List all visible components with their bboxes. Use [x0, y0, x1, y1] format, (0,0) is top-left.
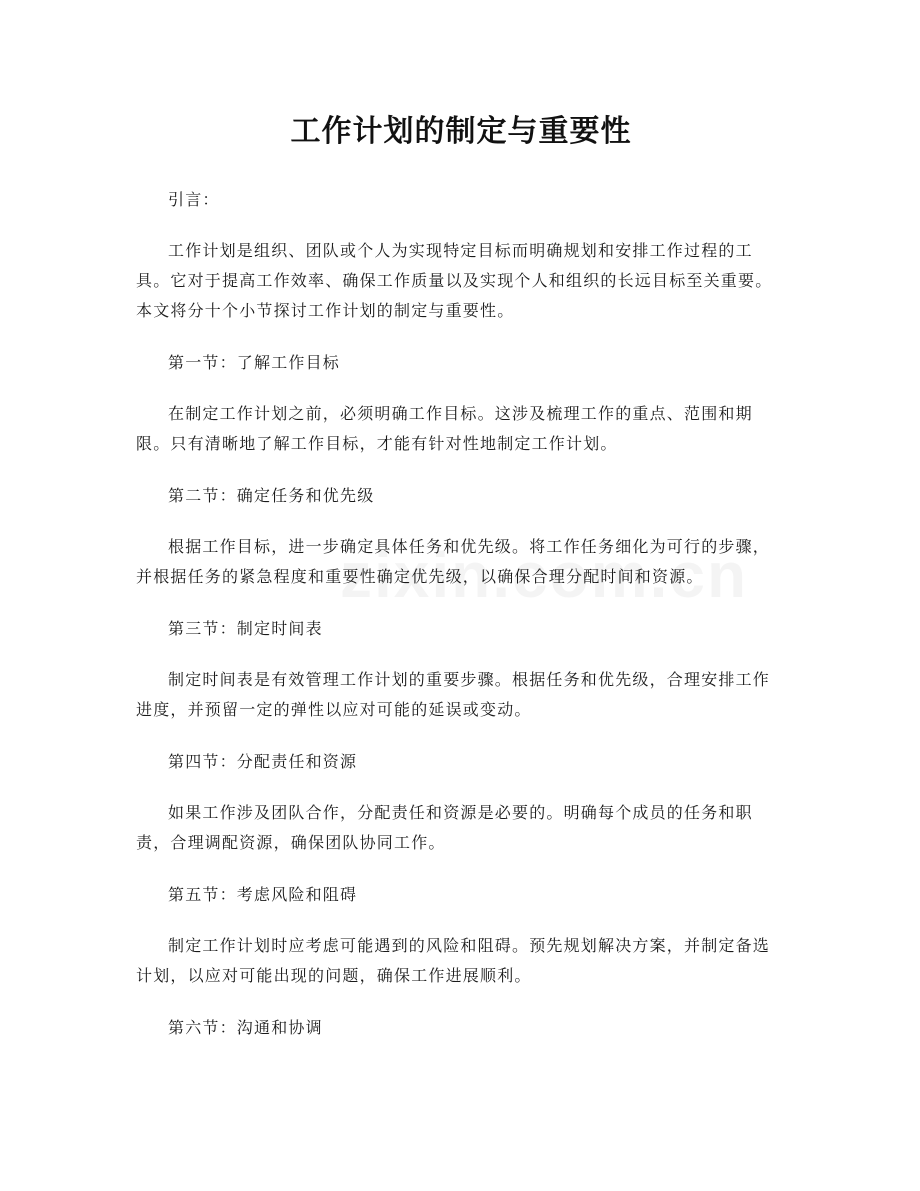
section-1-heading: 第一节：了解工作目标: [168, 353, 341, 372]
document-body: [136, 185, 786, 1043]
intro-label: 引言：: [168, 190, 220, 209]
intro-paragraph: 工作计划是组织、团队或个人为实现特定目标而明确规划和安排工作过程的工具。它对于提高工作效率、确保工作质量以及实现个人和组织的长远目标至关重要。本文将分十个小节探讨工作计划的制定与重要性。: [136, 241, 773, 320]
section-1-paragraph: 在制定工作计划之前，必须明确工作目标。这涉及梳理工作的重点、范围和期限。只有清晰地了解工作目标，才能有针对性地制定工作计划。: [136, 404, 753, 453]
section-2-paragraph: 根据工作目标，进一步确定具体任务和优先级。将工作任务细化为可行的步骤，并根据任务的紧急程度和重要性确定优先级，以确保合理分配时间和资源。: [136, 537, 771, 586]
section-5-paragraph: 制定工作计划时应考虑可能遇到的风险和阻碍。预先规划解决方案，并制定备选计划，以应对可能出现的问题，确保工作进展顺利。: [136, 936, 771, 985]
section-4-heading: 第四节：分配责任和资源: [168, 752, 358, 771]
section-2-heading: 第二节：确定任务和优先级: [168, 486, 375, 505]
section-3-heading: 第三节：制定时间表: [168, 619, 323, 638]
section-6-heading: 第六节：沟通和协调: [168, 1018, 323, 1037]
document-title: 工作计划的制定与重要性: [290, 114, 632, 149]
section-5-heading: 第五节：考虑风险和阻碍: [168, 885, 358, 904]
section-3-paragraph: 制定时间表是有效管理工作计划的重要步骤。根据任务和优先级，合理安排工作进度，并预留一定的弹性以应对可能的延误或变动。: [136, 670, 771, 719]
section-4-paragraph: 如果工作涉及团队合作，分配责任和资源是必要的。明确每个成员的任务和职责，合理调配资源，确保团队协同工作。: [136, 803, 753, 852]
